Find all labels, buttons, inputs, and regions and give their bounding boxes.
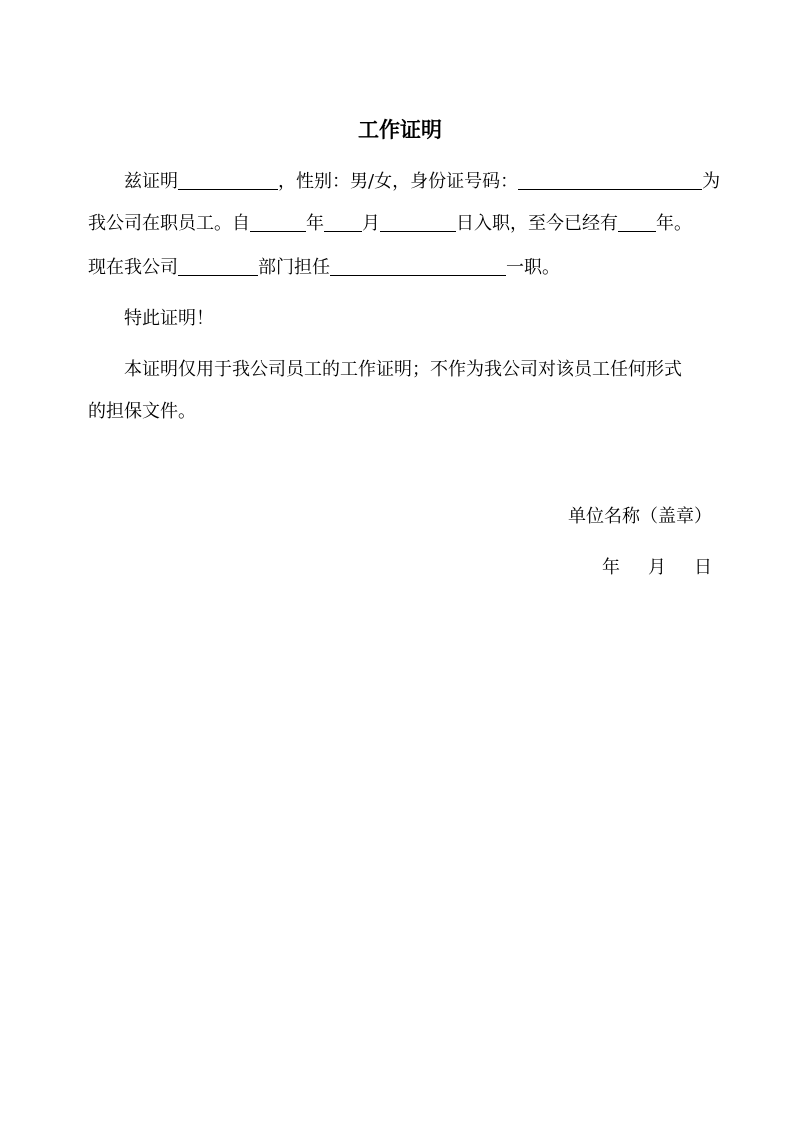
text-wei: 为	[702, 171, 721, 192]
paragraph-1-line-3	[88, 256, 560, 280]
text-month: 月	[362, 213, 380, 234]
paragraph-2: 特此证明！	[124, 308, 214, 329]
paragraph-1-line-2	[88, 212, 692, 236]
date-day-label: 日	[694, 557, 712, 578]
id-number-blank[interactable]	[518, 170, 702, 190]
text-day-joined: 日入职，至今已经有	[456, 213, 618, 234]
position-blank[interactable]	[330, 256, 506, 276]
text-year: 年	[306, 213, 324, 234]
text-currently-in: 现在我公司	[88, 257, 178, 278]
date-year-label: 年	[602, 557, 620, 578]
text-gender-id: ，性别：男/女，身份证号码：	[278, 171, 519, 192]
signature-date	[602, 556, 712, 580]
text-hereby-certify: 兹证明	[124, 171, 178, 192]
text-department-serving: 部门担任	[258, 257, 330, 278]
start-day-blank[interactable]	[380, 212, 456, 232]
paragraph-1-line-1	[124, 170, 720, 194]
years-blank[interactable]	[618, 212, 656, 232]
department-blank[interactable]	[178, 256, 258, 276]
date-month-label: 月	[648, 557, 666, 578]
name-blank[interactable]	[178, 170, 278, 190]
text-employee-since: 我公司在职员工。自	[88, 213, 250, 234]
unit-name-seal: 单位名称（盖章）	[568, 506, 712, 527]
start-month-blank[interactable]	[324, 212, 362, 232]
text-position-end: 一职。	[506, 257, 560, 278]
paragraph-3-line-2: 的担保文件。	[88, 401, 196, 422]
start-year-blank[interactable]	[250, 212, 306, 232]
document-title: 工作证明	[358, 117, 442, 142]
text-years-end: 年。	[656, 213, 692, 234]
paragraph-3-line-1: 本证明仅用于我公司员工的工作证明；不作为我公司对该员工任何形式	[124, 359, 682, 380]
